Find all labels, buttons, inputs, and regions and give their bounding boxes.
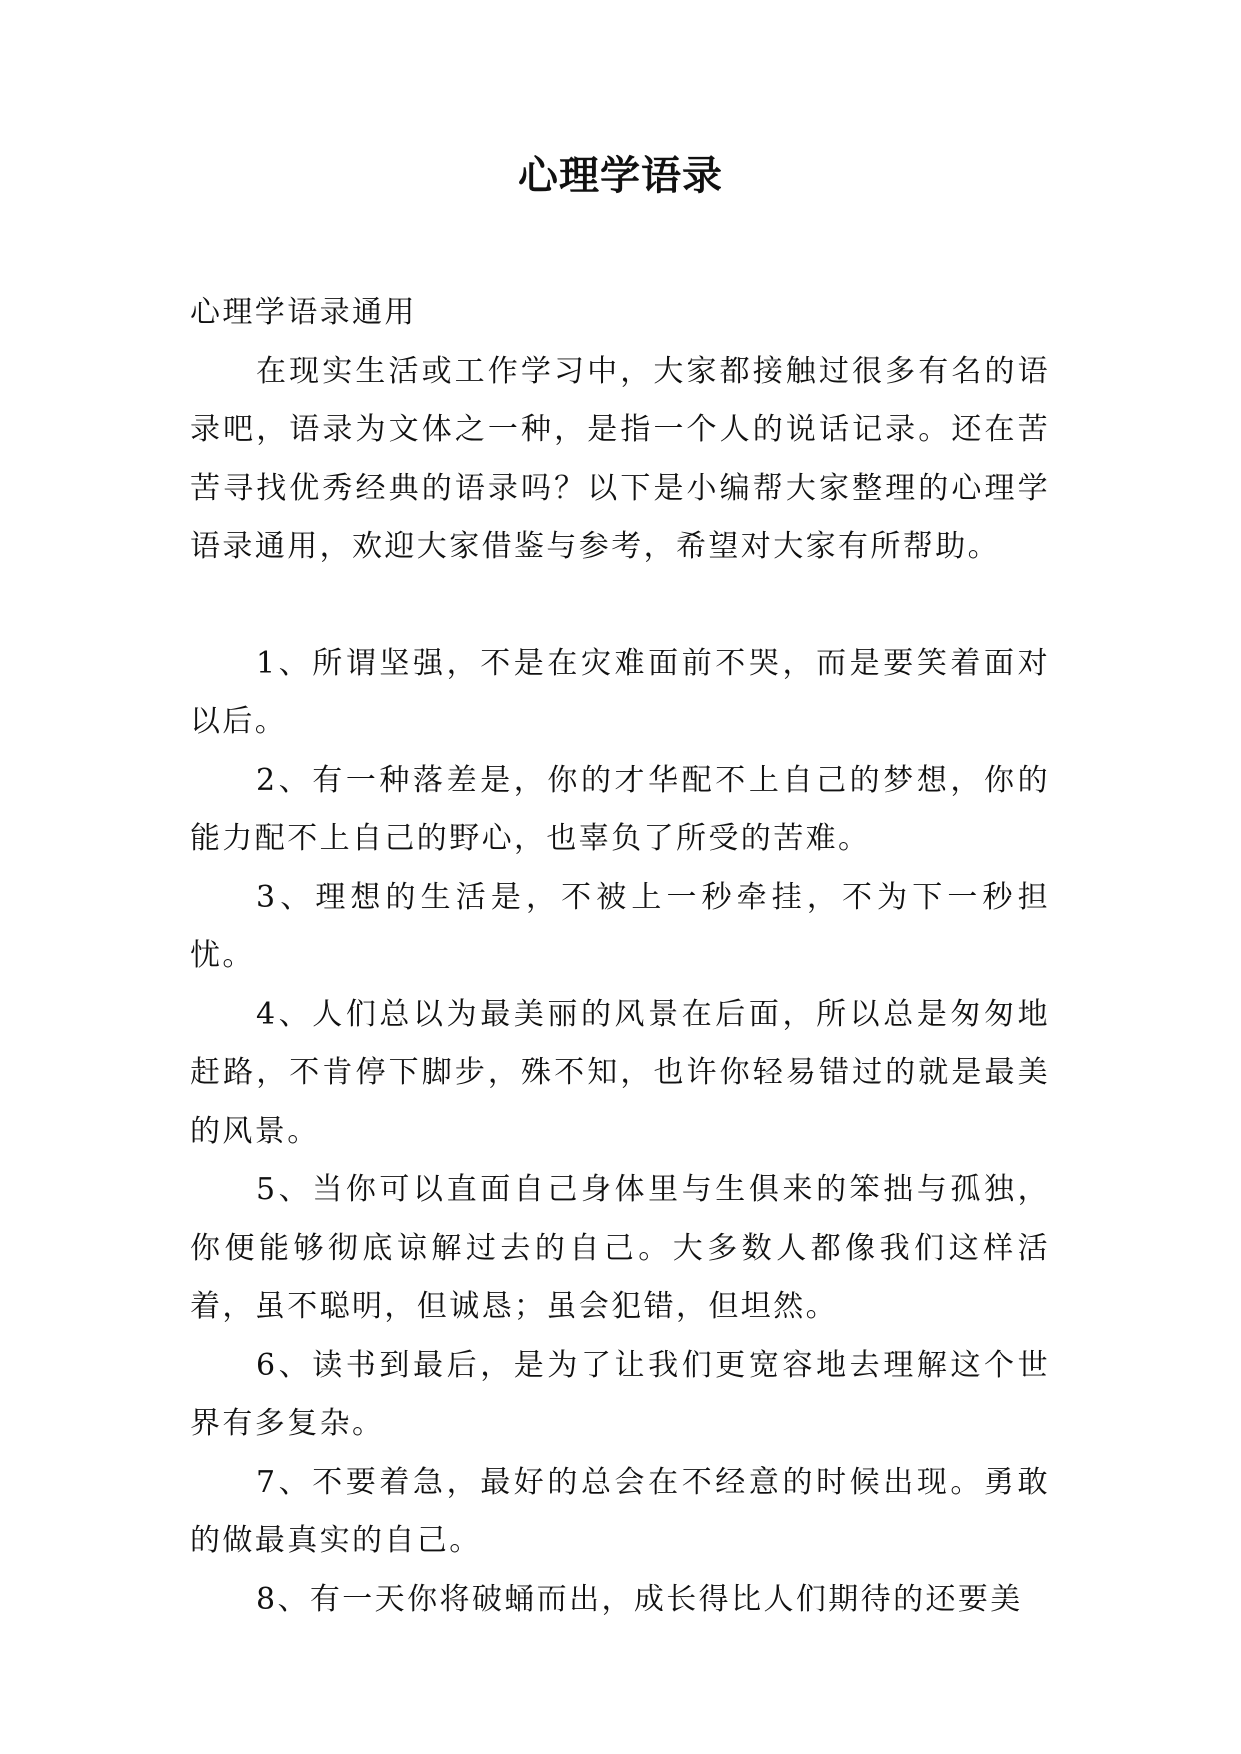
quote-paragraph-2: 2、有一种落差是，你的才华配不上自己的梦想，你的能力配不上自己的野心，也辜负了所受的苦难。 (190, 762, 1050, 856)
quote-paragraph-8: 8、有一天你将破蛹而出，成长得比人们期待的还要美 (256, 1581, 1023, 1617)
quote-paragraph-7: 7、不要着急，最好的总会在不经意的时候出现。勇敢的做最真实的自己。 (190, 1464, 1050, 1558)
quote-paragraph-4: 4、人们总以为最美丽的风景在后面，所以总是匆匆地赶路，不肯停下脚步，殊不知，也许你轻易错过的就是最美的风景。 (190, 996, 1050, 1149)
quote-paragraph-1: 1、所谓坚强，不是在灾难面前不哭，而是要笑着面对以后。 (190, 645, 1050, 739)
quote-paragraph-3: 3、理想的生活是，不被上一秒牵挂，不为下一秒担忧。 (190, 879, 1050, 973)
quote-paragraph-6: 6、读书到最后，是为了让我们更宽容地去理解这个世界有多复杂。 (190, 1347, 1050, 1441)
document-title: 心理学语录 (518, 153, 723, 199)
paragraph-spacer (190, 577, 1050, 635)
document-body (190, 284, 1050, 1629)
quote-paragraph-5: 5、当你可以直面自己身体里与生俱来的笨拙与孤独，你便能够彻底谅解过去的自己。大多数人都像我们这样活着，虽不聪明，但诚恳；虽会犯错，但坦然。 (190, 1172, 1050, 1324)
intro-paragraph: 在现实生活或工作学习中，大家都接触过很多有名的语录吧，语录为文体之一种，是指一个人的说话记录。还在苦苦寻找优秀经典的语录吗？以下是小编帮大家整理的心理学语录通用，欢迎大家借鉴与参考，希望对大家有所帮助。 (190, 353, 1050, 564)
document-subtitle: 心理学语录通用 (190, 295, 417, 330)
